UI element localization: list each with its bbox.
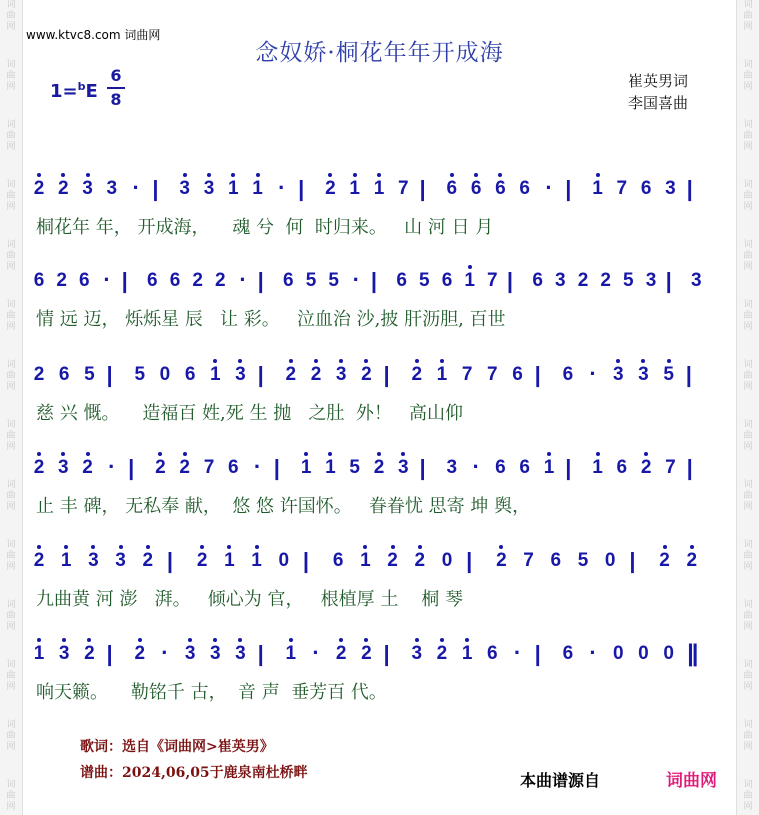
barline-glyph: | — [534, 641, 541, 666]
note-digit: 2 — [33, 457, 45, 478]
dotted-note-glyph: · — [161, 640, 169, 665]
barline-glyph: | — [383, 641, 390, 666]
lyrics-line-5: 九曲黄 河 澎 湃。 倾心为 官， 根植厚 土 桐 琴 — [36, 589, 463, 610]
note-digit: 3 — [665, 178, 676, 199]
octave-up-dot — [364, 638, 368, 642]
watermark-right: 词 曲 网 — [743, 720, 753, 752]
note-digit: 6 — [519, 457, 530, 478]
note-digit: 6 — [396, 270, 407, 291]
octave-up-dot — [440, 359, 444, 363]
octave-up-dot — [418, 545, 422, 549]
score-system-4 — [30, 454, 730, 484]
note-digit: 3 — [397, 457, 409, 478]
source-label: 本曲谱源自 — [520, 771, 601, 790]
barline-glyph: | — [298, 176, 305, 201]
dotted-note-glyph: · — [253, 454, 262, 479]
note-digit: 2 — [361, 643, 372, 664]
octave-up-dot — [207, 173, 211, 177]
note-digit: 3 — [411, 643, 423, 664]
octave-up-dot — [289, 359, 293, 363]
watermark-left: 词 曲 网 — [6, 540, 16, 572]
note-digit: 1 — [436, 364, 448, 385]
note-digit: 2 — [414, 550, 426, 571]
site-header-text: www.ktvc8.com 词曲网 — [26, 28, 161, 42]
note-digit: 6 — [184, 364, 196, 385]
watermark-right: 词 曲 网 — [743, 480, 753, 512]
note-digit: 2 — [179, 457, 190, 478]
octave-up-dot — [596, 452, 600, 456]
octave-up-dot — [87, 638, 91, 642]
note-digit: 3 — [691, 270, 702, 291]
note-digit: 0 — [278, 550, 290, 571]
octave-up-dot — [183, 173, 187, 177]
watermark-left: 词 曲 网 — [6, 120, 16, 152]
octave-up-dot — [440, 638, 444, 642]
octave-up-dot — [61, 173, 65, 177]
barline-glyph: | — [302, 548, 310, 573]
watermark-right: 词 曲 网 — [743, 780, 753, 812]
dotted-note-glyph: · — [312, 640, 320, 665]
barline-glyph: | — [665, 268, 672, 293]
note-digit: 6 — [532, 270, 543, 291]
dotted-note-glyph: · — [352, 267, 360, 292]
barline-glyph: | — [257, 268, 264, 293]
dotted-note-glyph: · — [545, 175, 553, 200]
octave-up-dot — [37, 545, 41, 549]
score-system-3 — [30, 361, 730, 391]
note-digit: 5 — [663, 364, 674, 385]
dotted-note-glyph: · — [472, 454, 480, 479]
note-digit: 3 — [555, 270, 566, 291]
octave-up-dot — [62, 638, 66, 642]
note-digit: 1 — [543, 457, 555, 478]
octave-up-dot — [596, 173, 600, 177]
octave-up-dot — [415, 359, 419, 363]
note-digit: 1 — [325, 457, 336, 478]
note-digit: 5 — [134, 364, 146, 385]
octave-up-dot — [474, 173, 478, 177]
note-digit: 3 — [235, 364, 246, 385]
octave-up-dot — [450, 173, 454, 177]
note-digit: 3 — [235, 643, 246, 664]
watermark-right: 词 曲 网 — [743, 540, 753, 572]
watermark-left: 词 曲 网 — [6, 360, 16, 392]
note-digit: 2 — [411, 364, 423, 385]
barline-glyph: | — [466, 548, 473, 573]
octave-up-dot — [377, 452, 381, 456]
note-digit: 3 — [115, 550, 126, 571]
watermark-left: 词 曲 网 — [6, 0, 16, 32]
brand-logo: 词曲网 — [666, 771, 717, 791]
dotted-note-glyph: · — [239, 267, 247, 292]
note-digit: 2 — [84, 643, 95, 664]
note-digit: 6 — [33, 270, 45, 291]
note-digit: 3 — [179, 178, 190, 199]
octave-up-dot — [238, 638, 242, 642]
note-digit: 2 — [686, 550, 698, 571]
note-digit: 6 — [550, 550, 562, 571]
note-digit: 2 — [659, 550, 670, 571]
barline-glyph: | — [686, 455, 693, 480]
octave-up-dot — [364, 359, 368, 363]
note-digit: 1 — [33, 643, 45, 664]
note-digit: 0 — [604, 550, 616, 571]
note-digit: 3 — [203, 178, 215, 199]
note-digit: 3 — [645, 270, 657, 291]
octave-up-dot — [86, 173, 90, 177]
note-digit: 0 — [441, 550, 453, 571]
octave-up-dot — [213, 638, 217, 642]
watermark-left: 词 曲 网 — [6, 300, 16, 332]
note-digit: 1 — [251, 550, 262, 571]
octave-up-dot — [158, 452, 162, 456]
note-digit: 3 — [446, 457, 458, 478]
note-digit: 1 — [60, 550, 72, 571]
octave-up-dot — [238, 359, 242, 363]
note-digit: 2 — [215, 270, 226, 291]
watermark-right: 词 曲 网 — [743, 60, 753, 92]
note-digit: 7 — [461, 364, 473, 385]
note-digit: 2 — [373, 457, 385, 478]
barline-glyph: | — [565, 176, 572, 201]
watermark-right: 词 曲 网 — [743, 300, 753, 332]
watermark-left: 词 曲 网 — [6, 420, 16, 452]
octave-up-dot — [667, 359, 671, 363]
note-digit: 1 — [592, 457, 603, 478]
octave-up-dot — [86, 452, 90, 456]
final-barline-glyph: || — [687, 640, 697, 667]
notation-note: 谱曲：2024,06,05于鹿泉南杜桥畔 — [80, 765, 308, 781]
watermark-right: 词 曲 网 — [743, 120, 753, 152]
note-digit: 2 — [310, 364, 322, 385]
watermark-right: 词 曲 网 — [743, 360, 753, 392]
octave-up-dot — [304, 452, 308, 456]
watermark-left: 词 曲 网 — [6, 480, 16, 512]
octave-up-dot — [377, 173, 381, 177]
note-digit: 1 — [209, 364, 221, 385]
note-digit: 1 — [300, 457, 312, 478]
note-digit: 6 — [470, 178, 482, 199]
note-digit: 6 — [446, 178, 458, 199]
note-digit: 3 — [335, 364, 347, 385]
note-digit: 2 — [387, 550, 398, 571]
note-digit: 2 — [56, 270, 67, 291]
note-digit: 6 — [79, 270, 90, 291]
watermark-left: 词 曲 网 — [6, 180, 16, 212]
note-digit: 5 — [419, 270, 430, 291]
note-digit: 1 — [252, 178, 263, 199]
watermark-left: 词 曲 网 — [6, 660, 16, 692]
barline-glyph: | — [534, 362, 541, 387]
octave-up-dot — [256, 173, 260, 177]
note-digit: 2 — [577, 270, 589, 291]
note-digit: 2 — [33, 178, 45, 199]
song-title: 念奴娇·桐花年年开成海 — [255, 40, 504, 66]
dotted-note-glyph: · — [278, 175, 286, 200]
lyrics-line-2: 情 远 迈， 烁烁星 辰 让 彩。 泣血治 沙,披 肝沥胆, 百世 — [36, 309, 506, 330]
octave-up-dot — [188, 638, 192, 642]
watermark-left: 词 曲 网 — [6, 60, 16, 92]
dotted-note-glyph: · — [589, 640, 597, 665]
dotted-note-glyph: · — [132, 175, 140, 200]
note-digit: 2 — [325, 178, 336, 199]
note-digit: 7 — [397, 178, 409, 199]
note-digit: 5 — [305, 270, 317, 291]
note-digit: 7 — [203, 457, 215, 478]
octave-up-dot — [227, 545, 231, 549]
barline-glyph: | — [686, 176, 693, 201]
octave-up-dot — [353, 173, 357, 177]
note-digit: 6 — [495, 457, 506, 478]
note-digit: 5 — [349, 457, 360, 478]
barline-glyph: | — [121, 268, 128, 293]
barline-glyph: | — [273, 455, 280, 480]
note-digit: 0 — [612, 643, 624, 664]
octave-up-dot — [465, 638, 469, 642]
octave-up-dot — [314, 359, 318, 363]
barline-glyph: | — [166, 548, 174, 573]
octave-up-dot — [37, 173, 41, 177]
note-digit: 6 — [332, 550, 344, 571]
key-signature — [50, 80, 98, 102]
note-digit: 1 — [227, 178, 239, 199]
barline-glyph: | — [685, 362, 692, 387]
score-system-1 — [30, 175, 730, 205]
note-digit: 6 — [640, 178, 652, 199]
note-digit: 2 — [33, 364, 45, 385]
note-digit: 2 — [142, 550, 154, 571]
octave-up-dot — [200, 545, 204, 549]
octave-up-dot — [363, 545, 367, 549]
note-digit: 5 — [328, 270, 339, 291]
note-digit: 6 — [227, 457, 239, 478]
barline-glyph: | — [257, 362, 264, 387]
octave-up-dot — [499, 545, 503, 549]
barline-glyph: | — [419, 176, 426, 201]
note-digit: 3 — [57, 457, 69, 478]
watermark-right: 词 曲 网 — [743, 660, 753, 692]
note-digit: 2 — [600, 270, 611, 291]
note-digit: 6 — [441, 270, 453, 291]
octave-up-dot — [231, 173, 235, 177]
octave-up-dot — [468, 265, 472, 269]
note-digit: 2 — [82, 457, 93, 478]
note-digit: 2 — [361, 364, 372, 385]
octave-up-dot — [119, 545, 123, 549]
note-digit: 6 — [616, 457, 628, 478]
note-digit: 6 — [512, 364, 523, 385]
barline-glyph: | — [506, 268, 514, 293]
note-digit: 3 — [209, 643, 221, 664]
key-flat: b — [77, 80, 86, 93]
note-digit: 5 — [84, 364, 95, 385]
barline-glyph: | — [419, 455, 426, 480]
note-digit: 1 — [464, 270, 475, 291]
note-digit: 2 — [134, 643, 146, 664]
octave-up-dot — [255, 545, 259, 549]
barline-glyph: | — [383, 362, 390, 387]
octave-up-dot — [339, 359, 343, 363]
score-system-6 — [30, 640, 730, 670]
lyrics-line-3: 慈 兴 慨。 造福百 姓,死 生 抛 之肚 外！ 高山仰 — [36, 403, 463, 424]
note-digit: 2 — [496, 550, 507, 571]
octave-up-dot — [37, 638, 41, 642]
watermark-right: 词 曲 网 — [743, 180, 753, 212]
lyrics-line-1: 桐花年 年， 开成海， 魂 兮 何 时归来。 山 河 日 月 — [36, 217, 494, 238]
octave-up-dot — [690, 545, 694, 549]
note-digit: 0 — [663, 643, 674, 664]
octave-up-dot — [289, 638, 293, 642]
note-digit: 2 — [285, 364, 297, 385]
barline-glyph: | — [106, 641, 113, 666]
note-digit: 7 — [665, 457, 676, 478]
octave-up-dot — [644, 452, 648, 456]
lyricist-credit: 崔英男词 — [628, 72, 689, 90]
note-digit: 6 — [283, 270, 294, 291]
dotted-note-glyph: · — [513, 640, 522, 665]
octave-up-dot — [328, 173, 332, 177]
octave-up-dot — [37, 452, 41, 456]
watermark-left: 词 曲 网 — [6, 720, 16, 752]
note-digit: 6 — [487, 643, 498, 664]
note-digit: 3 — [106, 178, 118, 199]
composer-credit: 李国喜曲 — [628, 94, 689, 112]
note-digit: 2 — [196, 550, 208, 571]
score-system-2 — [30, 267, 730, 297]
note-digit: 2 — [57, 178, 69, 199]
octave-up-dot — [616, 359, 620, 363]
score-system-5 — [30, 547, 730, 577]
watermark-left: 词 曲 网 — [6, 240, 16, 272]
note-digit: 0 — [638, 643, 649, 664]
barline-glyph: | — [152, 176, 159, 201]
note-digit: 3 — [638, 364, 649, 385]
note-digit: 1 — [373, 178, 385, 199]
note-digit: 3 — [82, 178, 93, 199]
octave-up-dot — [64, 545, 68, 549]
time-sig-bottom: 8 — [110, 90, 122, 109]
octave-up-dot — [138, 638, 142, 642]
octave-up-dot — [339, 638, 343, 642]
octave-up-dot — [183, 452, 187, 456]
watermark-left: 词 曲 网 — [6, 780, 16, 812]
time-signature — [107, 66, 125, 110]
note-digit: 5 — [623, 270, 634, 291]
watermark-right: 词 曲 网 — [743, 420, 753, 452]
note-digit: 6 — [562, 643, 574, 664]
note-digit: 1 — [461, 643, 473, 664]
barline-glyph: | — [257, 641, 264, 666]
note-digit: 1 — [349, 178, 360, 199]
lyrics-line-6: 响天籁。 勒铭千 古， 音 声 垂芳百 代。 — [36, 682, 387, 703]
octave-up-dot — [415, 638, 419, 642]
note-digit: 1 — [285, 643, 297, 664]
lyrics-line-4: 止 丰 碑， 无私奉 献， 悠 悠 许国怀。 眷眷忧 思寄 坤 舆， — [36, 496, 531, 517]
barline-glyph: | — [128, 455, 135, 480]
barline-glyph: | — [565, 455, 572, 480]
note-digit: 7 — [616, 178, 628, 199]
time-sig-top: 6 — [110, 66, 122, 85]
note-digit: 2 — [33, 550, 45, 571]
note-digit: 3 — [184, 643, 196, 664]
note-digit: 2 — [335, 643, 347, 664]
watermark-right: 词 曲 网 — [743, 0, 753, 32]
dotted-note-glyph: · — [108, 454, 116, 479]
note-digit: 7 — [487, 364, 498, 385]
watermark-left: 词 曲 网 — [6, 600, 16, 632]
watermark-right: 词 曲 网 — [743, 240, 753, 272]
octave-up-dot — [547, 452, 551, 456]
note-digit: 0 — [159, 364, 171, 385]
dotted-note-glyph: · — [103, 267, 111, 292]
note-digit: 2 — [640, 457, 652, 478]
note-digit: 2 — [155, 457, 166, 478]
note-digit: 3 — [612, 364, 624, 385]
octave-up-dot — [146, 545, 150, 549]
note-digit: 7 — [523, 550, 534, 571]
barline-glyph: | — [106, 362, 113, 387]
note-digit: 6 — [147, 270, 158, 291]
octave-up-dot — [498, 173, 502, 177]
note-digit: 2 — [192, 270, 203, 291]
note-digit: 1 — [592, 178, 603, 199]
octave-up-dot — [61, 452, 65, 456]
octave-up-dot — [391, 545, 395, 549]
key-prefix: 1= — [50, 81, 78, 102]
note-digit: 6 — [495, 178, 506, 199]
octave-up-dot — [663, 545, 667, 549]
watermark-right: 词 曲 网 — [743, 600, 753, 632]
note-digit: 3 — [58, 643, 70, 664]
note-digit: 6 — [519, 178, 530, 199]
note-digit: 6 — [169, 270, 181, 291]
note-digit: 6 — [58, 364, 70, 385]
octave-up-dot — [213, 359, 217, 363]
octave-up-dot — [328, 452, 332, 456]
note-digit: 1 — [360, 550, 371, 571]
note-digit: 6 — [562, 364, 574, 385]
note-digit: 3 — [88, 550, 99, 571]
octave-up-dot — [641, 359, 645, 363]
note-digit: 7 — [487, 270, 498, 291]
octave-up-dot — [91, 545, 95, 549]
barline-glyph: | — [370, 268, 378, 293]
note-digit: 5 — [577, 550, 589, 571]
dotted-note-glyph: · — [589, 361, 597, 386]
octave-up-dot — [401, 452, 405, 456]
key-note: E — [85, 81, 98, 102]
lyrics-source-note: 歌词：选自《词曲网>崔英男》 — [80, 739, 274, 755]
barline-glyph: | — [629, 548, 636, 573]
note-digit: 2 — [436, 643, 448, 664]
note-digit: 1 — [224, 550, 235, 571]
